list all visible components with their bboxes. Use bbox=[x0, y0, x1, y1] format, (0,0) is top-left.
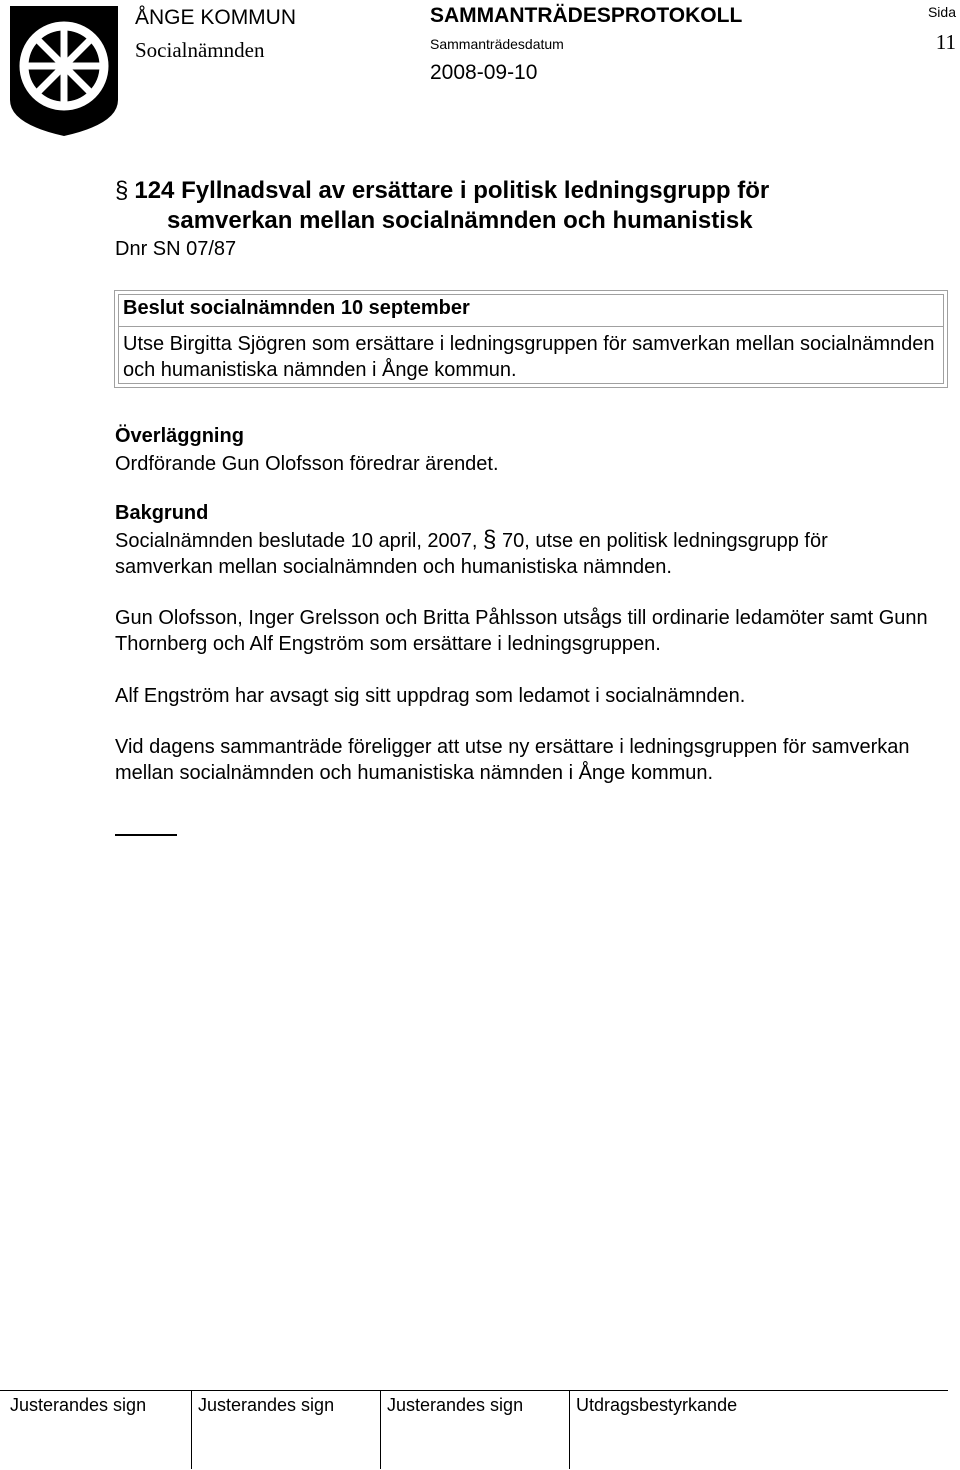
background-p1-text-b: 70, utse en politisk ledningsgrupp för bbox=[501, 530, 828, 552]
end-of-item-rule bbox=[115, 834, 177, 836]
organization-name: ÅNGE KOMMUN bbox=[135, 6, 297, 29]
page-number: 11 bbox=[935, 30, 956, 54]
background-p1-text-a: Socialnämnden beslutade 10 april, 2007, bbox=[115, 530, 478, 552]
section-sign: § bbox=[115, 177, 129, 204]
ange-kommun-wheel-logo-icon bbox=[8, 4, 120, 138]
signature-divider bbox=[569, 1391, 570, 1469]
signature-cell-4: Utdragsbestyrkande bbox=[576, 1395, 738, 1415]
deliberation-text: Ordförande Gun Olofsson föredrar ärendet. bbox=[115, 453, 499, 475]
meeting-date-label: Sammanträdesdatum bbox=[430, 36, 564, 52]
page-label: Sida bbox=[927, 4, 956, 20]
decision-divider bbox=[119, 326, 943, 327]
background-p1-line-2: samverkan mellan socialnämnden och humanistiska nämnden. bbox=[115, 556, 672, 578]
signature-cell-1: Justerandes sign bbox=[10, 1395, 147, 1415]
registration-number: Dnr SN 07/87 bbox=[115, 238, 237, 260]
signature-divider bbox=[380, 1391, 381, 1469]
item-title-line-1: 124 Fyllnadsval av ersättare i politisk ledningsgrupp för bbox=[134, 177, 770, 204]
decision-box bbox=[114, 290, 948, 388]
section-sign: § bbox=[483, 526, 497, 553]
signature-cell-2: Justerandes sign bbox=[198, 1395, 335, 1415]
background-paragraph-1 bbox=[115, 527, 935, 580]
background-paragraph-2: Gun Olofsson, Inger Grelsson och Britta Påhlsson utsågs till ordinarie ledamöter samt Gunn Thornberg och Alf Engström som ersättare i ledningsgruppen. bbox=[115, 607, 928, 655]
background-heading: Bakgrund bbox=[115, 502, 209, 524]
deliberation-heading: Överläggning bbox=[115, 425, 244, 447]
decision-text: Utse Birgitta Sjögren som ersättare i ledningsgruppen för samverkan mellan socialnämnden och humanistiska nämnden i Ånge kommun. bbox=[123, 333, 935, 381]
signature-divider bbox=[191, 1391, 192, 1469]
department-name: Socialnämnden bbox=[135, 38, 265, 62]
signature-table bbox=[0, 1390, 948, 1470]
background-paragraph-4: Vid dagens sammanträde föreligger att utse ny ersättare i ledningsgruppen för samverkan mellan socialnämnden och humanistiska nämnden i Ånge kommun. bbox=[115, 736, 910, 784]
document-title: SAMMANTRÄDESPROTOKOLL bbox=[430, 4, 743, 27]
item-title bbox=[115, 176, 915, 236]
meeting-date-value: 2008-09-10 bbox=[430, 61, 538, 84]
background-paragraph-3: Alf Engström har avsagt sig sitt uppdrag som ledamot i socialnämnden. bbox=[115, 685, 746, 707]
decision-heading: Beslut socialnämnden 10 september bbox=[123, 297, 470, 319]
signature-cell-3: Justerandes sign bbox=[387, 1395, 524, 1415]
item-title-line-2: samverkan mellan socialnämnden och humanistisk bbox=[167, 207, 753, 234]
